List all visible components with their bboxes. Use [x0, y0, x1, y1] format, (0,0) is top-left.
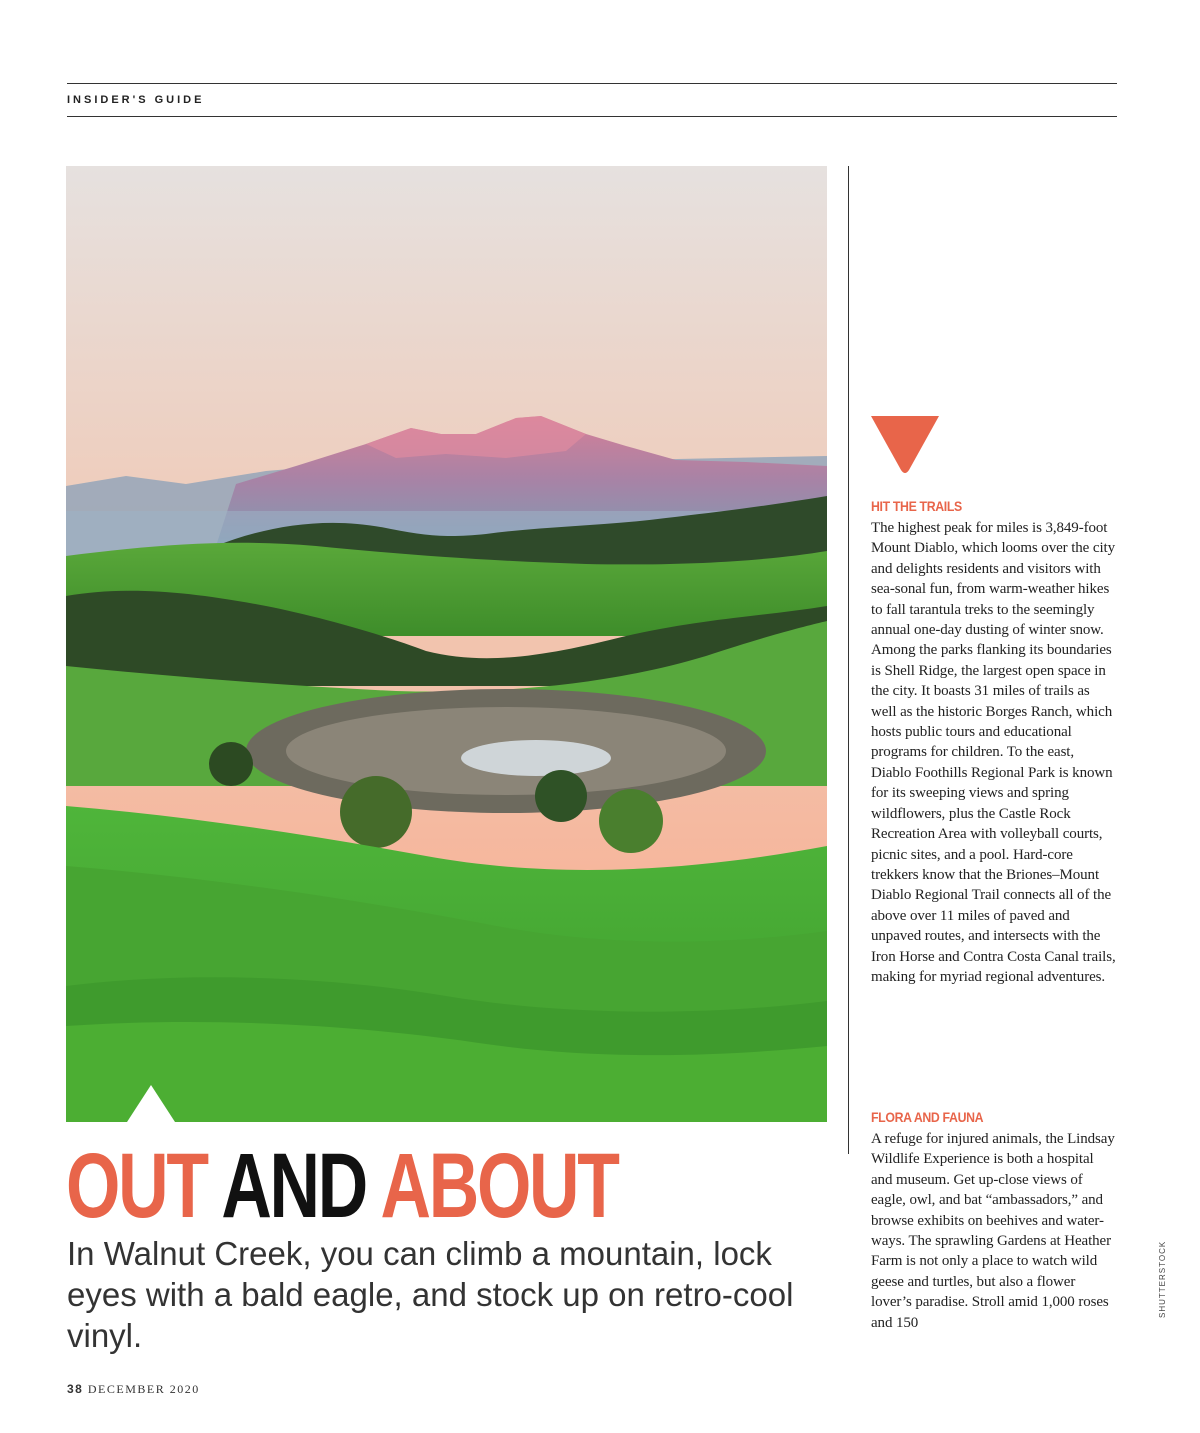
sidebar-body-flora: A refuge for injured animals, the Lindsay Wildlife Experience is both a hospital and museum. Get up-close views of eagle, owl, and bat “ambassadors,” and browse exhibits on beehives and water-ways. The sprawling Gardens at Heather Farm is not only a place to watch wild geese and turtles, but also a flower lover’s paradise. Stroll amid 1,000 roses and 150 — [871, 1131, 1115, 1331]
page-number: 38 — [67, 1382, 84, 1396]
header-rule — [67, 116, 1117, 117]
headline-word-out: OUT — [66, 1135, 207, 1237]
section-label: INSIDER'S GUIDE — [67, 94, 205, 106]
column-divider — [848, 166, 849, 1154]
sidebar-heading-trails: HIT THE TRAILS — [871, 498, 962, 514]
headline-word-and: AND — [221, 1135, 366, 1237]
down-arrow-icon — [871, 416, 939, 474]
sidebar-body-trails: The highest peak for miles is 3,849-foot Mount Diablo, which looms over the city and delights residents and visitors with sea-sonal fun, from warm-weather hikes to fall tarantula treks to the seemingly annual one-day dusting of winter snow. Among the parks flanking its boundaries is Shell Ridge, the largest open space in the city. It boasts 31 miles of trails as well as the historic Borges Ranch, which hosts public tours and educational programs for children. To the east, Diablo Foothills Regional Park is known for its sweeping views and spring wildflowers, plus the Castle Rock Recreation Area with volleyball courts, picnic sites, and a pool. Hard-core trekkers know that the Briones–Mount Diablo Regional Trail connects all of the above over 11 miles of paved and unpaved routes, and intersects with the Iron Horse and Contra Costa Canal trails, making for myriad regional adventures. — [871, 520, 1116, 985]
top-rule — [67, 83, 1117, 84]
landscape-photo-icon — [66, 166, 827, 1122]
sidebar-heading-flora: FLORA AND FAUNA — [871, 1109, 984, 1125]
folio — [67, 1382, 200, 1397]
headline-word-about: ABOUT — [380, 1135, 618, 1237]
headline — [66, 1135, 618, 1237]
hero-photo — [66, 166, 827, 1122]
issue-date: DECEMBER 2020 — [87, 1382, 200, 1396]
dek: In Walnut Creek, you can climb a mountain, lock eyes with a bald eagle, and stock up on retro-cool vinyl. — [67, 1235, 794, 1354]
photo-credit: SHUTTERSTOCK — [1158, 1240, 1167, 1318]
photo-notch — [127, 1085, 175, 1122]
